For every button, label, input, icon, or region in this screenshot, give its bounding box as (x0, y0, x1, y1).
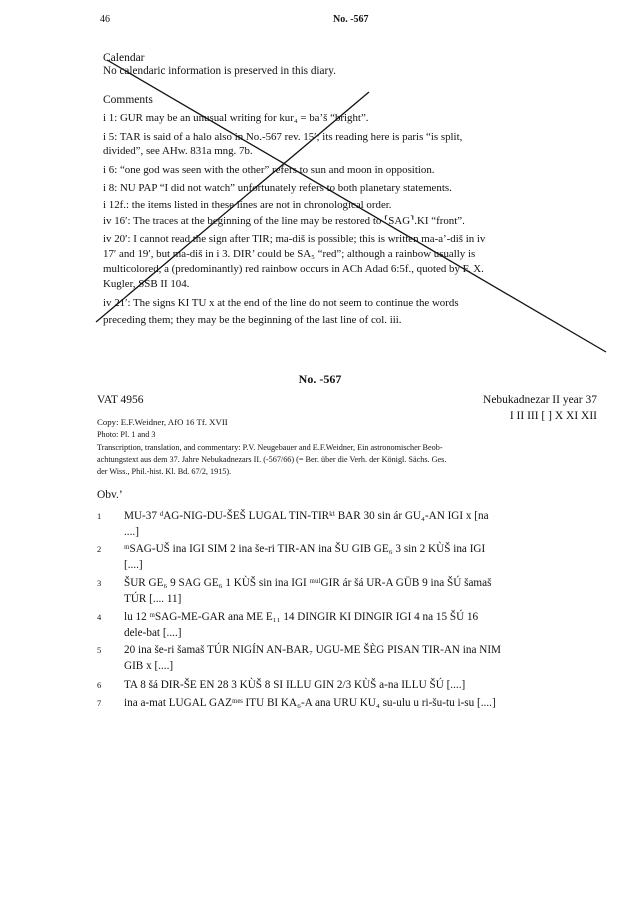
comment-line: i 1: GUR may be an unusual writing for kur₄ = ba’š “bright”. (103, 112, 369, 124)
line-continuation: dele-bat [....] (124, 627, 182, 639)
cross-line-up (96, 92, 369, 322)
months-range: I II III [ ] X XI XII (509, 410, 597, 422)
line-continuation: GIB x [....] (124, 660, 174, 672)
reign-date: Nebukadnezar II year 37 (483, 394, 597, 406)
line-number: 4 (97, 612, 102, 622)
comment-line: 17′ and 19′, but ma-diš in i 3. DIR’ could be SA₅ “red”; although a rainbow usually is (103, 248, 476, 260)
entry-title: No. -567 (298, 372, 342, 386)
comment-line: i 12f.: the items listed in these lines are not in chronological order. (103, 199, 392, 211)
transcription-line: Transcription, translation, and commentary: P.V. Neugebauer and E.F.Weidner, Ein astronomischer Beob- (97, 443, 443, 452)
line-continuation: ....] (124, 526, 139, 538)
section-label: No. -567 (333, 14, 369, 25)
line-number: 5 (97, 645, 102, 655)
transcription-line: achtungstext aus dem 37. Jahre Nebukadnezars II. (-567/66) (= Ber. über die Verh. der Königl. Sächs. Ges. (97, 455, 447, 464)
line-text: lu 12 ᵐSAG-ME-GAR ana ME E₁₁ 14 DINGIR KI DINGIR IGI 4 na 15 ŠÚ 16 (124, 611, 479, 623)
line-text: ᵐSAG-UŠ ina IGI SIM 2 ina še-ri TIR-AN ina ŠU GIB GE₆ 3 sin 2 KÙŠ ina IGI (124, 543, 486, 555)
line-continuation: [....] (124, 559, 143, 571)
line-text: ina a-mat LUGAL GAZᵐᵉˢ ITU BI KA₆-A ana URU KU₄ su-ulu u ri-šu-tu i-su [....] (124, 697, 496, 709)
line-text: 20 ina še-ri šamaš TÚR NIGÍN AN-BAR₇ UGU-ME ŠÈG PISAN TIR-AN ina NIM (124, 644, 501, 656)
side-label: Obv.’ (97, 489, 123, 501)
comment-line: iv 16′: The traces at the beginning of the line may be restored to ⸢SAG⸣.KI “front”. (103, 215, 465, 227)
comments-heading: Comments (103, 94, 153, 106)
line-number: 6 (97, 680, 102, 690)
tablet-number: VAT 4956 (97, 394, 144, 406)
comment-line: iv 21′: The signs KI TU x at the end of the line do not seem to continue the words (103, 297, 459, 309)
cross-line-down (107, 60, 606, 352)
comment-line: i 6: “one god was seen with the other” refers to sun and moon in opposition. (103, 164, 435, 176)
copy-reference: Copy: E.F.Weidner, AfO 16 Tf. XVII (97, 417, 228, 427)
transcription-line: der Wiss., Phil.-hist. Kl. Bd. 67/2, 1915). (97, 467, 232, 476)
comment-line: divided”, see AHw. 831a mng. 7b. (103, 145, 253, 157)
comment-line: i 5: TAR is said of a halo also in No.-567 rev. 15′; its reading here is paris “is split, (103, 131, 463, 143)
comment-line: multicolored, a (predominantly) red rainbow occurs in ACh Adad 6:5f., quoted by F. X. (103, 263, 484, 275)
line-number: 2 (97, 544, 102, 554)
calendar-text: No calendaric information is preserved in this diary. (103, 65, 336, 78)
comment-line: Kugler, SSB II 104. (103, 278, 190, 290)
photo-reference: Photo: Pl. 1 and 3 (97, 430, 156, 439)
line-continuation: TÚR [.... 11] (124, 593, 182, 605)
line-number: 3 (97, 578, 102, 588)
comment-line: preceding them; they may be the beginning of the last line of col. iii. (103, 314, 402, 326)
comment-line: i 8: NU PAP “I did not watch” unfortunately refers to both planetary statements. (103, 182, 452, 194)
line-number: 1 (97, 511, 102, 521)
page-number: 46 (100, 14, 110, 25)
calendar-heading: Calendar (103, 52, 145, 64)
line-text: TA 8 šá DIR-ŠE EN 28 3 KÙŠ 8 SI ILLU GIN 2/3 KÙŠ a-na ILLU ŠÚ [....] (124, 679, 466, 691)
comment-line: iv 20′: I cannot read the sign after TIR; ma-diš is possible; this is written ma-a’-diš in iv (103, 233, 486, 245)
line-number: 7 (97, 698, 102, 708)
line-text: ŠUR GE₆ 9 SAG GE₆ 1 KÙŠ sin ina IGI ᵐᵘˡGIR ár šá UR-A GÜB 9 ina ŠÚ šamaš (124, 577, 492, 589)
line-text: MU-37 ᵈAG-NIG-DU-ŠEŠ LUGAL TIN-TIRᵏⁱ BAR 30 sin ár GU₄-AN IGI x [na (124, 510, 489, 522)
